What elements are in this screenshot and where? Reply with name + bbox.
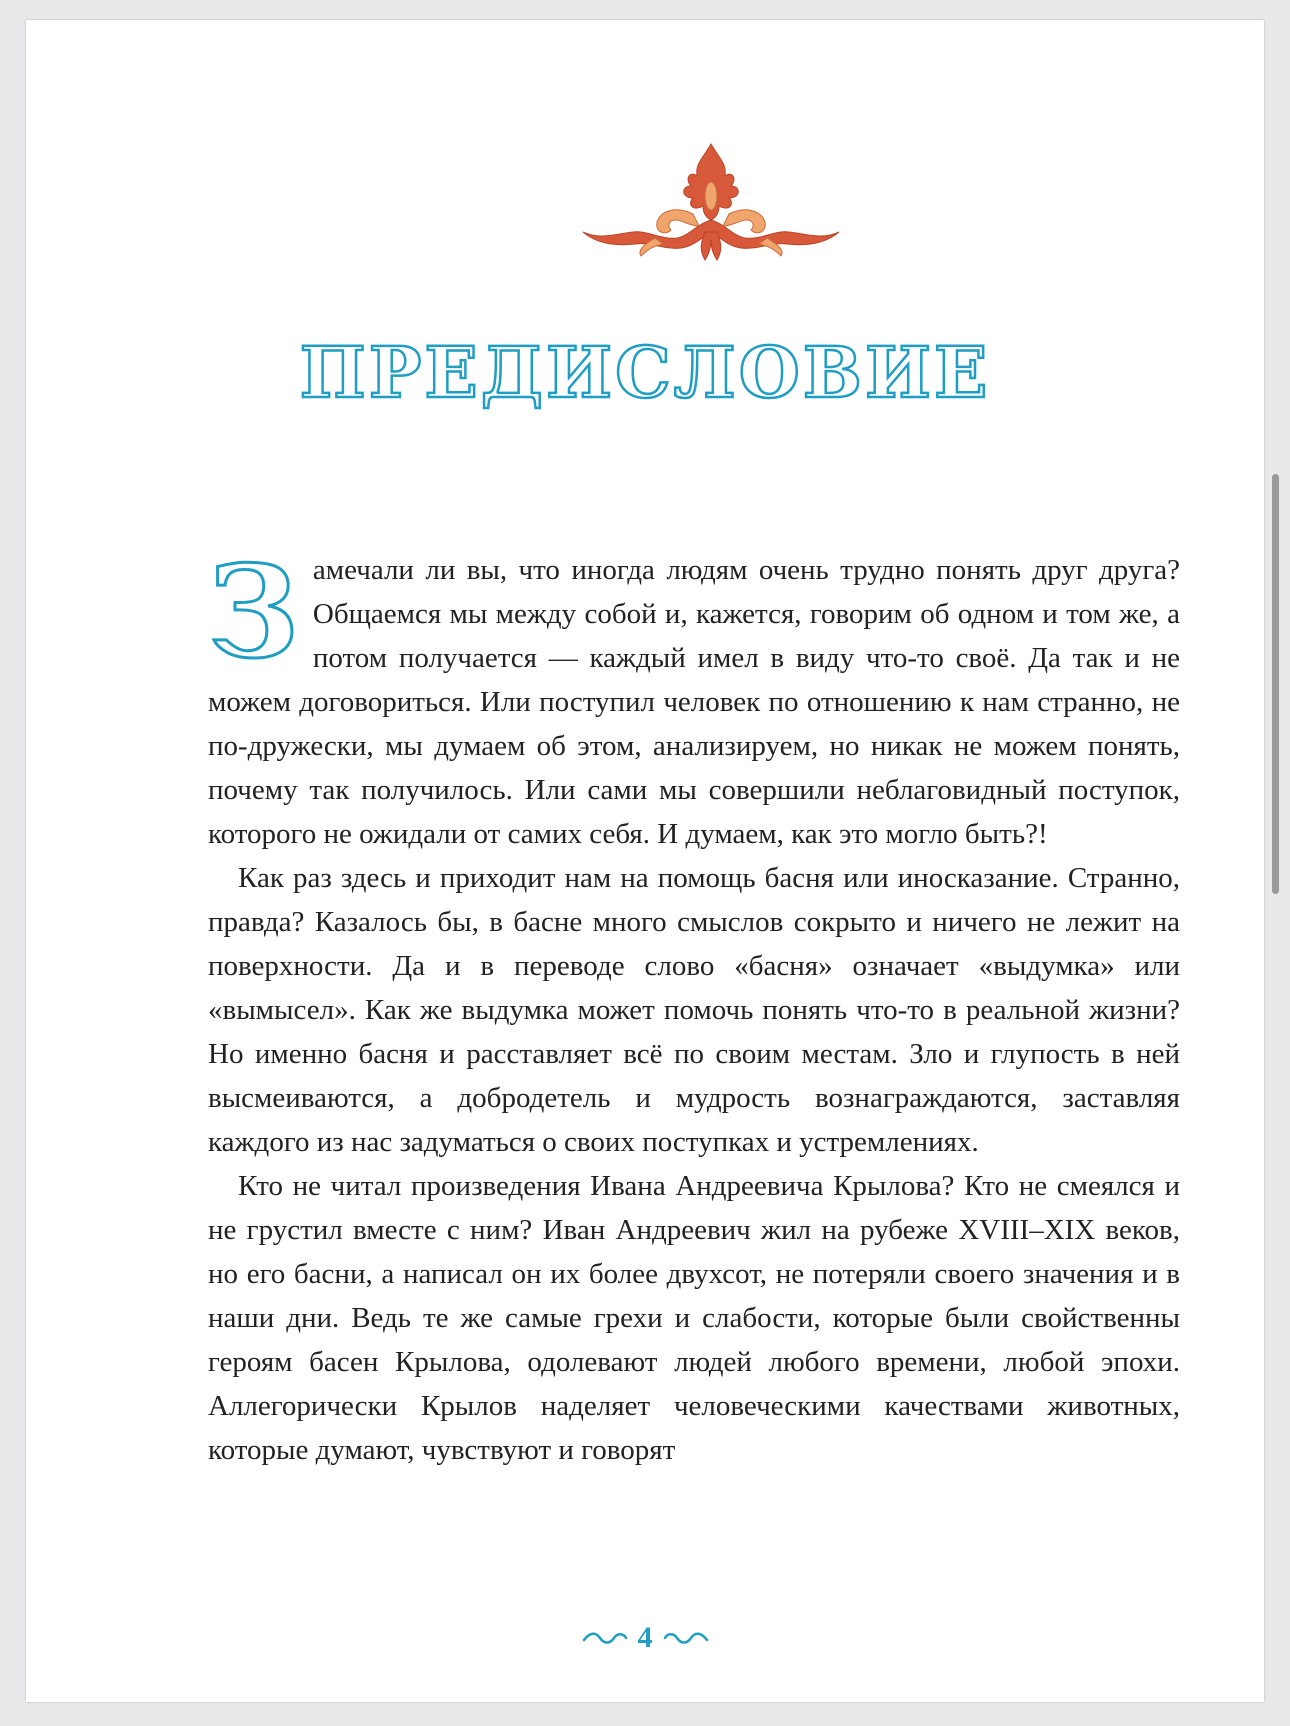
drop-cap: З bbox=[208, 538, 299, 686]
page-title: ПРЕДИСЛОВИЕ bbox=[299, 331, 991, 414]
floral-ornament-icon bbox=[581, 140, 841, 264]
vertical-scrollbar[interactable] bbox=[1272, 474, 1279, 894]
preface-body bbox=[208, 538, 1180, 1472]
swash-left-icon bbox=[582, 1630, 628, 1646]
paragraph: Кто не читал произведения Ивана Андреевича Крылова? Кто не смеялся и не грустил вместе с ним? Иван Андреевич жил на рубеже XVIII–XIX веков, но его басни, а написал он их более двухсот, не потеряли своего значения и в наши дни. Ведь те же самые грехи и слабости, которые были свойственны героям басен Крылова, одолевают людей любого времени, любой эпохи. Аллегорически Крылов наделяет человеческими качествами животных, которые думают, чувствуют и говорят bbox=[208, 1170, 1180, 1466]
book-page bbox=[26, 20, 1264, 1702]
paragraph-text: амечали ли вы, что иногда людям очень трудно понять друг друга? Общаемся мы между собой и, кажется, говорим об одном и том же, а потом получается — каждый имел в виду что-то своё. Да так и не можем договориться. Или поступил человек по отношению к нам странно, не по-дружески, мы думаем об этом, анализируем, но никак не можем понять, почему так получилось. Или сами мы совершили неблаговидный поступок, которого не ожидали от самих себя. И думаем, как это могло быть?! bbox=[208, 554, 1180, 850]
page-number-value: 4 bbox=[637, 1621, 653, 1655]
paragraph: Как раз здесь и приходит нам на помощь басня или иносказание. Странно, правда? Казалось бы, в басне много смыслов сокрыто и ничего не лежит на поверхности. Да и в переводе слово «басня» означает «выдумка» или «вымысел». Как же выдумка может помочь понять что-то в реальной жизни? Но именно басня и расставляет всё по своим местам. Зло и глупость в ней высмеиваются, а добродетель и мудрость вознаграждаются, заставляя каждого из нас задуматься о своих поступках и устремлениях. bbox=[208, 862, 1180, 1158]
paragraph bbox=[208, 538, 1180, 856]
page-number bbox=[26, 1618, 1264, 1656]
swash-right-icon bbox=[663, 1630, 709, 1646]
